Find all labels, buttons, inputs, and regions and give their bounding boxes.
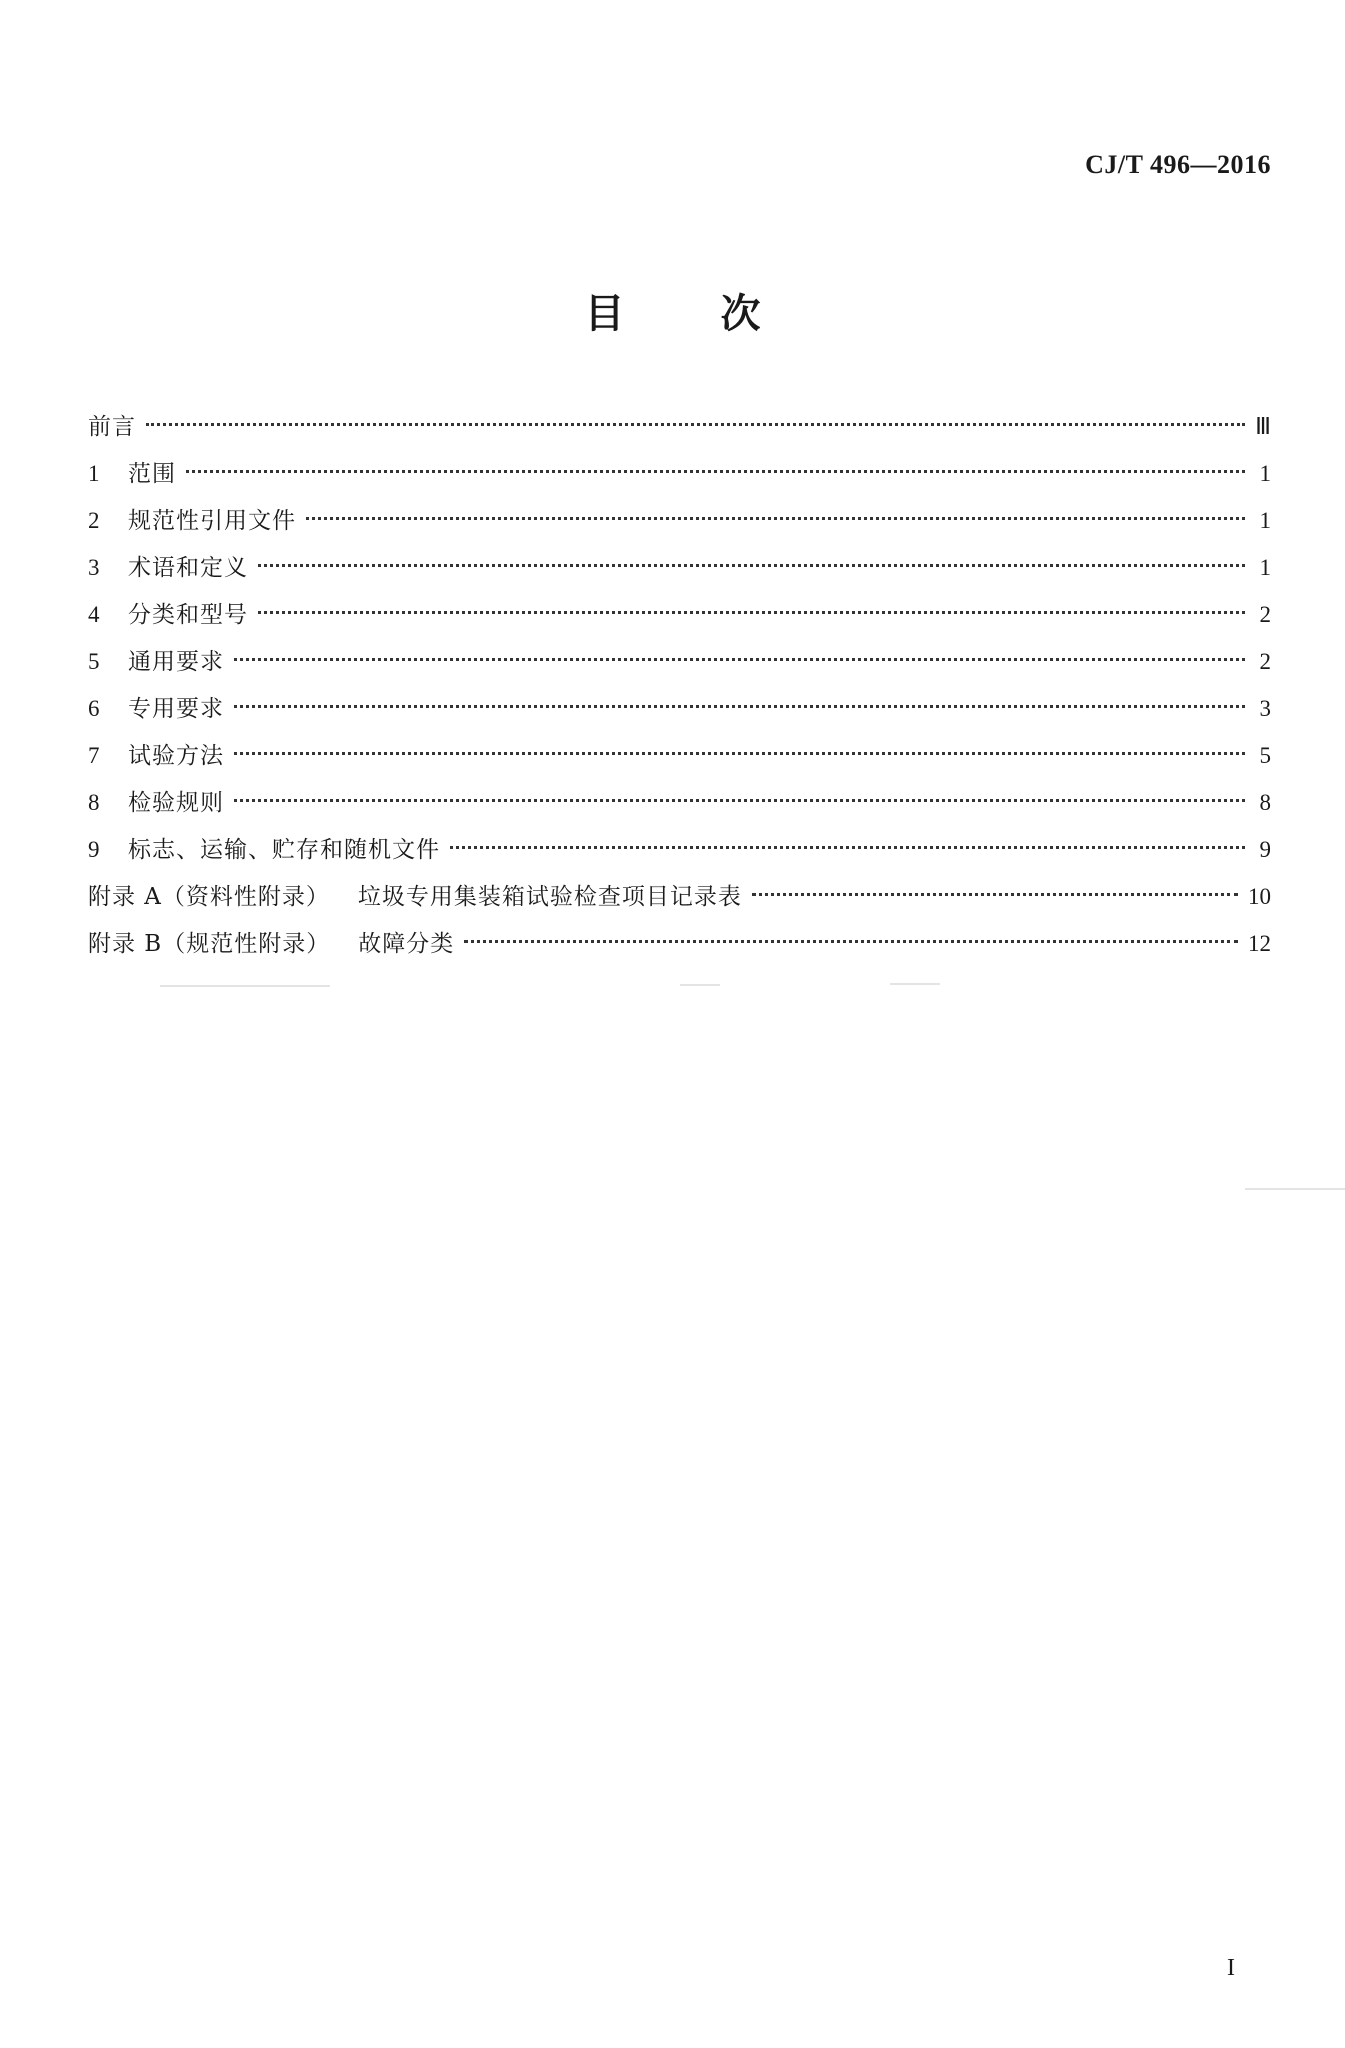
dot-leader (146, 423, 1245, 426)
toc-entry-label: 范围 (128, 461, 176, 487)
toc-entry-3[interactable] (88, 544, 1271, 591)
page-number: I (1227, 1955, 1235, 1981)
toc-entry-6[interactable] (88, 685, 1271, 732)
toc-entry-page: 1 (1259, 508, 1271, 533)
toc-entry-2[interactable] (88, 497, 1271, 544)
dot-leader (306, 517, 1245, 520)
dot-leader (234, 705, 1245, 708)
toc-entry-label: 规范性引用文件 (128, 508, 296, 534)
toc-entry-number: 2 (88, 508, 100, 533)
toc-entry-number: 8 (88, 790, 100, 815)
toc-entry-8[interactable] (88, 779, 1271, 826)
scan-artifact (680, 984, 720, 986)
toc-entry-7[interactable] (88, 732, 1271, 779)
dot-leader (752, 893, 1238, 896)
toc-entry-label: 通用要求 (128, 649, 224, 675)
toc-entry-number: 5 (88, 649, 100, 674)
standard-code: CJ/T 496—2016 (1085, 150, 1271, 179)
dot-leader (186, 470, 1245, 473)
toc-entry-label: 分类和型号 (128, 602, 248, 628)
toc-entry-label: 试验方法 (128, 743, 224, 769)
toc-title-char-2: 次 (720, 291, 761, 337)
toc-entry-page: 2 (1259, 602, 1271, 627)
toc-entry-foreword[interactable] (88, 403, 1271, 450)
dot-leader (258, 611, 1245, 614)
toc-entry-number: 1 (88, 461, 100, 486)
scan-artifact (1245, 1188, 1345, 1190)
toc-entry-page: 1 (1259, 461, 1271, 486)
toc-entry-label (88, 921, 454, 968)
toc-entry-appendix-b[interactable] (88, 920, 1271, 967)
toc-entry-page: 8 (1259, 790, 1271, 815)
toc-entry-page: 12 (1248, 931, 1271, 956)
toc-entry-page: 10 (1248, 884, 1271, 909)
toc-entry-number: 6 (88, 696, 100, 721)
toc-entry-1[interactable] (88, 450, 1271, 497)
dot-leader (234, 799, 1245, 802)
toc-entry-label: 专用要求 (128, 696, 224, 722)
toc-entry-label: 标志、运输、贮存和随机文件 (128, 837, 440, 863)
dot-leader (234, 752, 1245, 755)
toc-entry-5[interactable] (88, 638, 1271, 685)
dot-leader (464, 940, 1238, 943)
toc-title-char-1: 目 (584, 291, 625, 337)
appendix-title: 故障分类 (358, 931, 455, 957)
dot-leader (258, 564, 1245, 567)
dot-leader (450, 846, 1245, 849)
toc-entry-number: 3 (88, 555, 100, 580)
toc-entry-page: Ⅲ (1255, 414, 1271, 439)
toc-entry-page: 2 (1259, 649, 1271, 674)
toc-entry-page: 5 (1259, 743, 1271, 768)
appendix-prefix: 附录 A（资料性附录） (88, 884, 330, 910)
appendix-title: 垃圾专用集装箱试验检查项目记录表 (357, 884, 742, 910)
toc-entry-label: 检验规则 (128, 790, 224, 816)
toc-entry-label: 术语和定义 (128, 555, 248, 581)
toc-entry-number: 4 (88, 602, 100, 627)
dot-leader (234, 658, 1245, 661)
scan-artifact (890, 983, 940, 985)
toc-entry-label: 前言 (88, 414, 136, 440)
toc-entry-page: 1 (1259, 555, 1271, 580)
scan-artifact (160, 985, 330, 987)
toc-entry-page: 3 (1259, 696, 1271, 721)
toc-entry-4[interactable] (88, 591, 1271, 638)
toc-entry-page: 9 (1259, 837, 1271, 862)
toc-entry-number: 7 (88, 743, 100, 768)
toc-entry-appendix-a[interactable] (88, 873, 1271, 920)
appendix-prefix: 附录 B（规范性附录） (88, 931, 331, 957)
toc-title (0, 282, 1345, 339)
toc-entry-9[interactable] (88, 826, 1271, 873)
toc-entry-label (88, 874, 742, 921)
toc-entry-number: 9 (88, 837, 100, 862)
table-of-contents (88, 403, 1271, 967)
